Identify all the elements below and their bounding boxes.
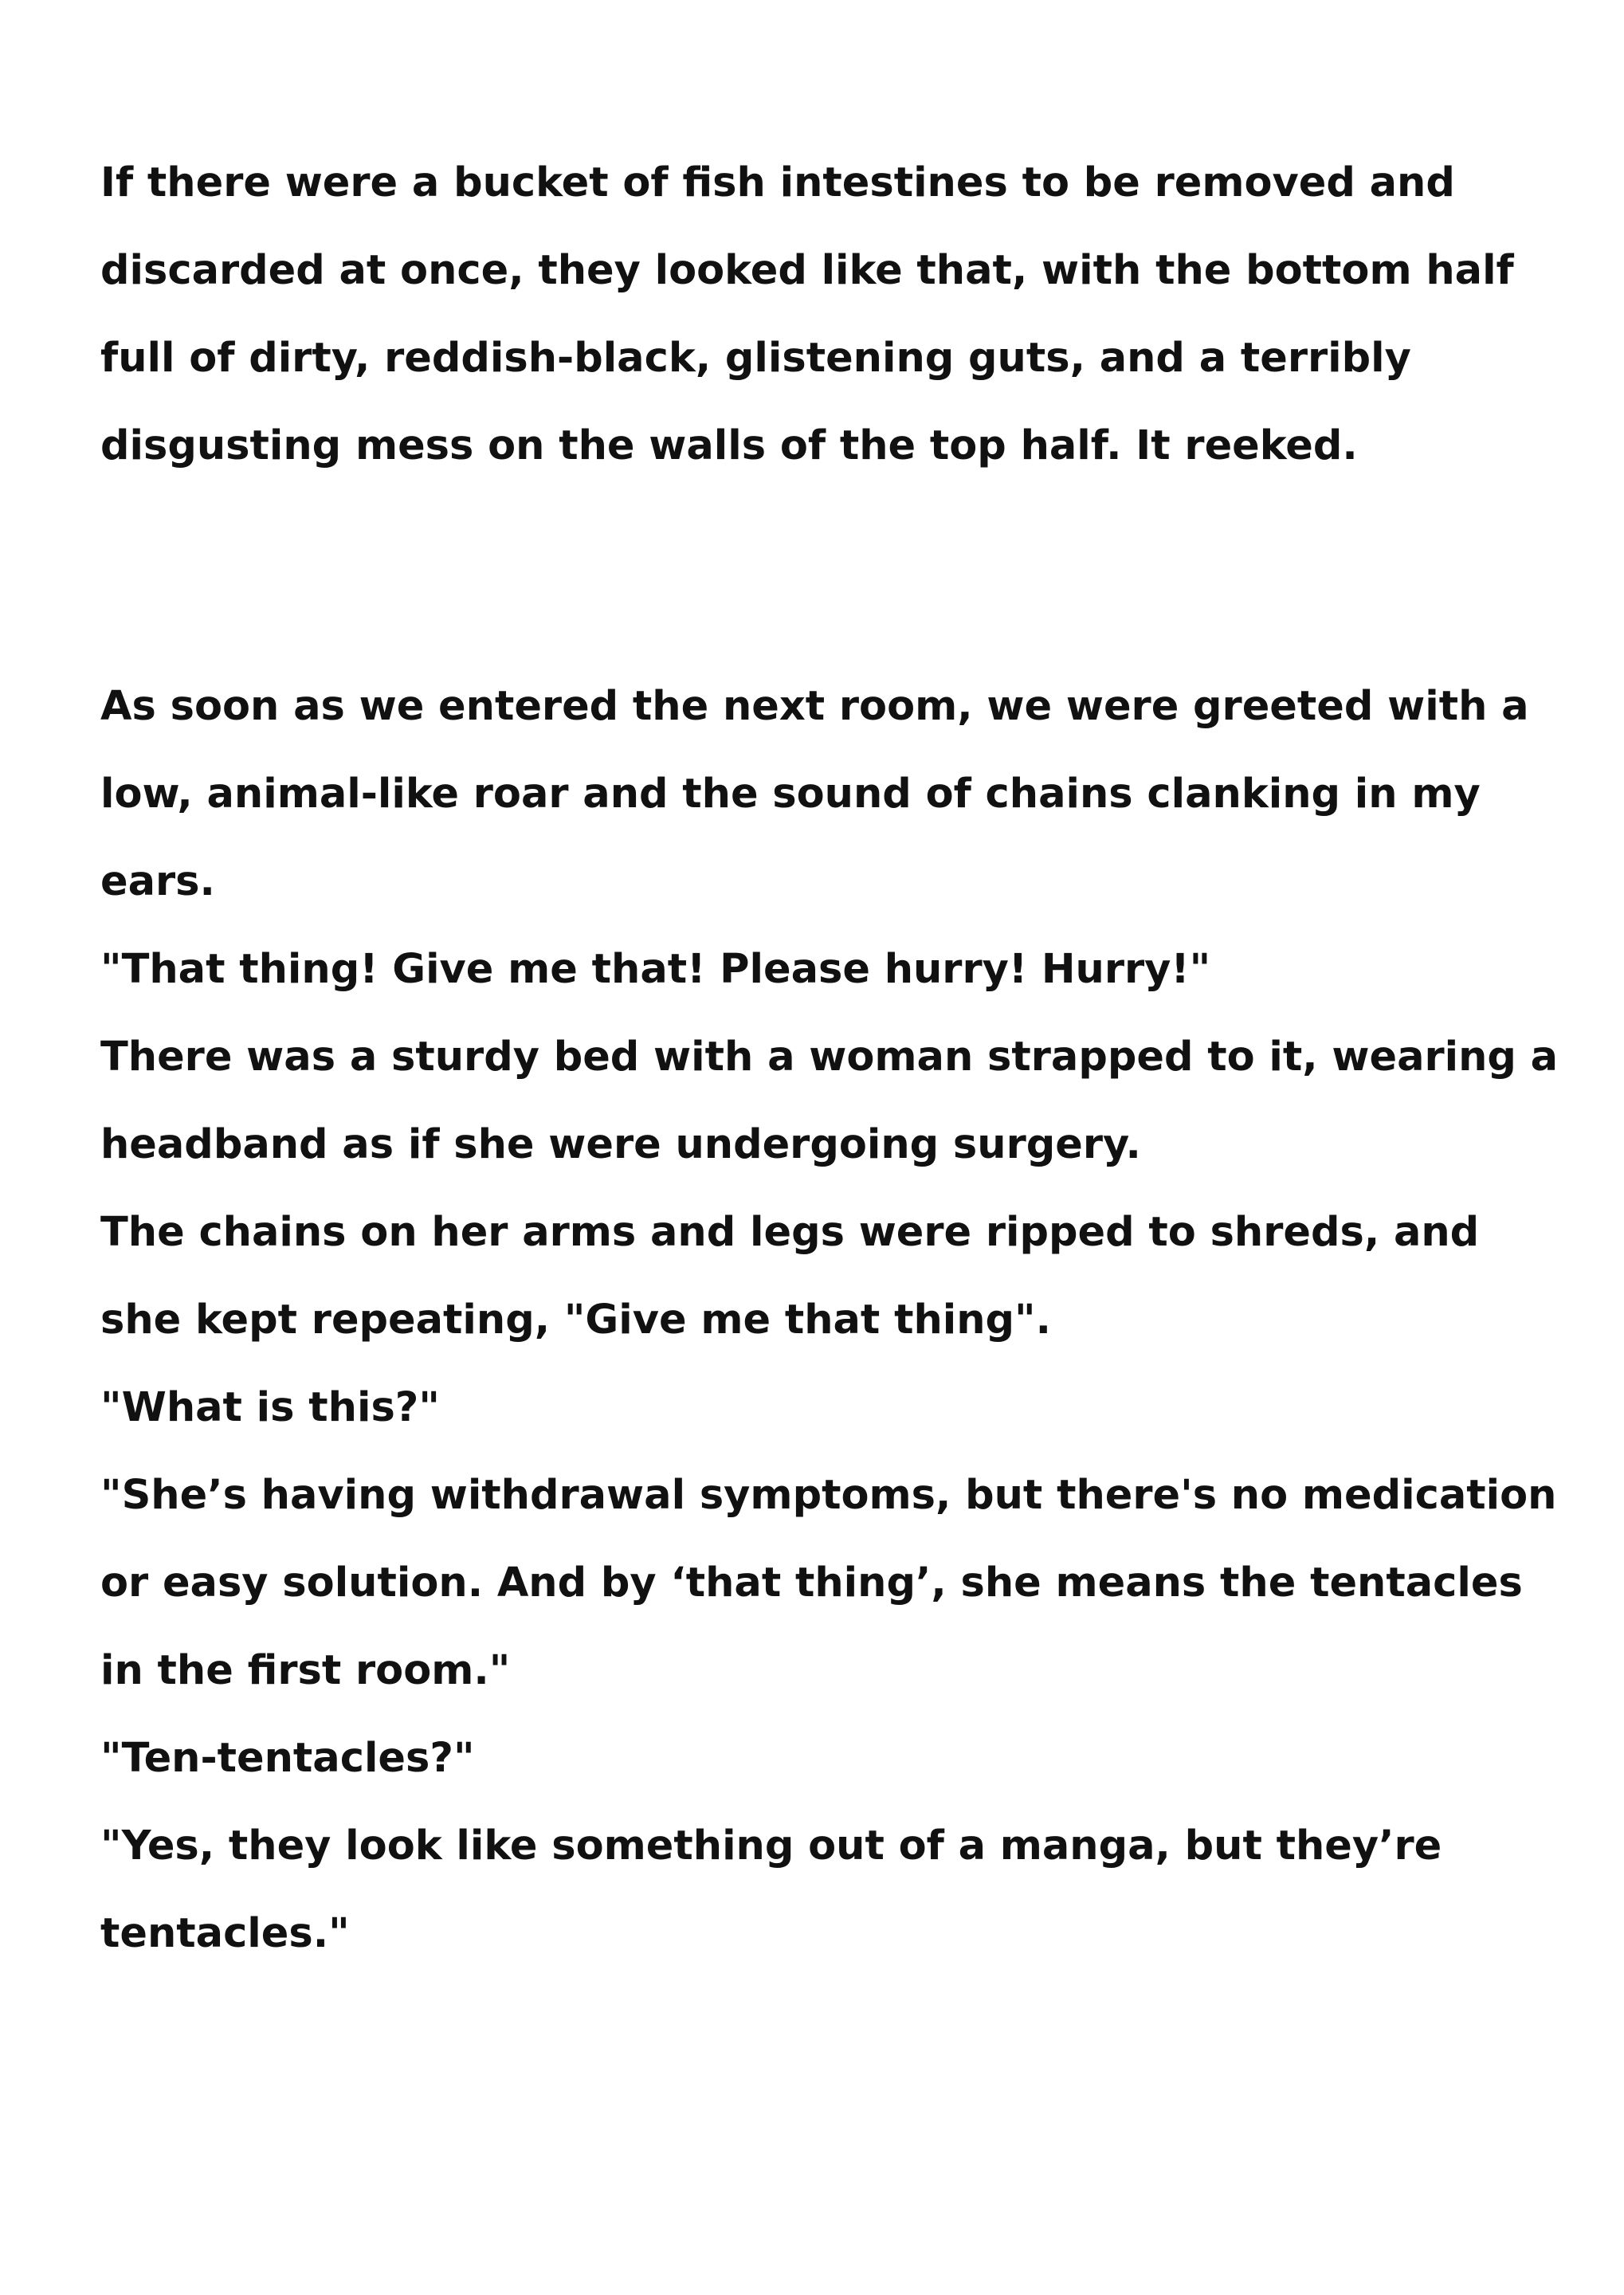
dialogue-line: "Ten-tentacles?" — [100, 1735, 475, 1782]
text-block-1 — [100, 139, 1559, 490]
dialogue-line: "She’s having withdrawal symptoms, but there's no medication or easy solution. And by ‘that thing’, she means the tentacles in the first room." — [100, 1472, 1557, 1694]
dialogue-line: "What is this?" — [100, 1384, 440, 1431]
paragraph: The chains on her arms and legs were ripped to shreds, and she kept repeating, "Give me that thing". — [100, 1209, 1480, 1344]
dialogue-line: "That thing! Give me that! Please hurry! Hurry!" — [100, 946, 1211, 993]
paragraph: If there were a bucket of fish intestines to be removed and discarded at once, they looked like that, with the bottom half full of dirty, reddish-black, glistening guts, and a terribly disgusting mess on the walls of the top half. It reeked. — [100, 159, 1514, 469]
paragraph: There was a sturdy bed with a woman strapped to it, wearing a headband as if she were undergoing surgery. — [100, 1034, 1559, 1168]
text-block-2 — [100, 663, 1559, 1978]
dialogue-line: "Yes, they look like something out of a manga, but they’re tentacles." — [100, 1822, 1442, 1957]
paragraph: As soon as we entered the next room, we were greeted with a low, animal-like roar and the sound of chains clanking in my ears. — [100, 683, 1529, 905]
